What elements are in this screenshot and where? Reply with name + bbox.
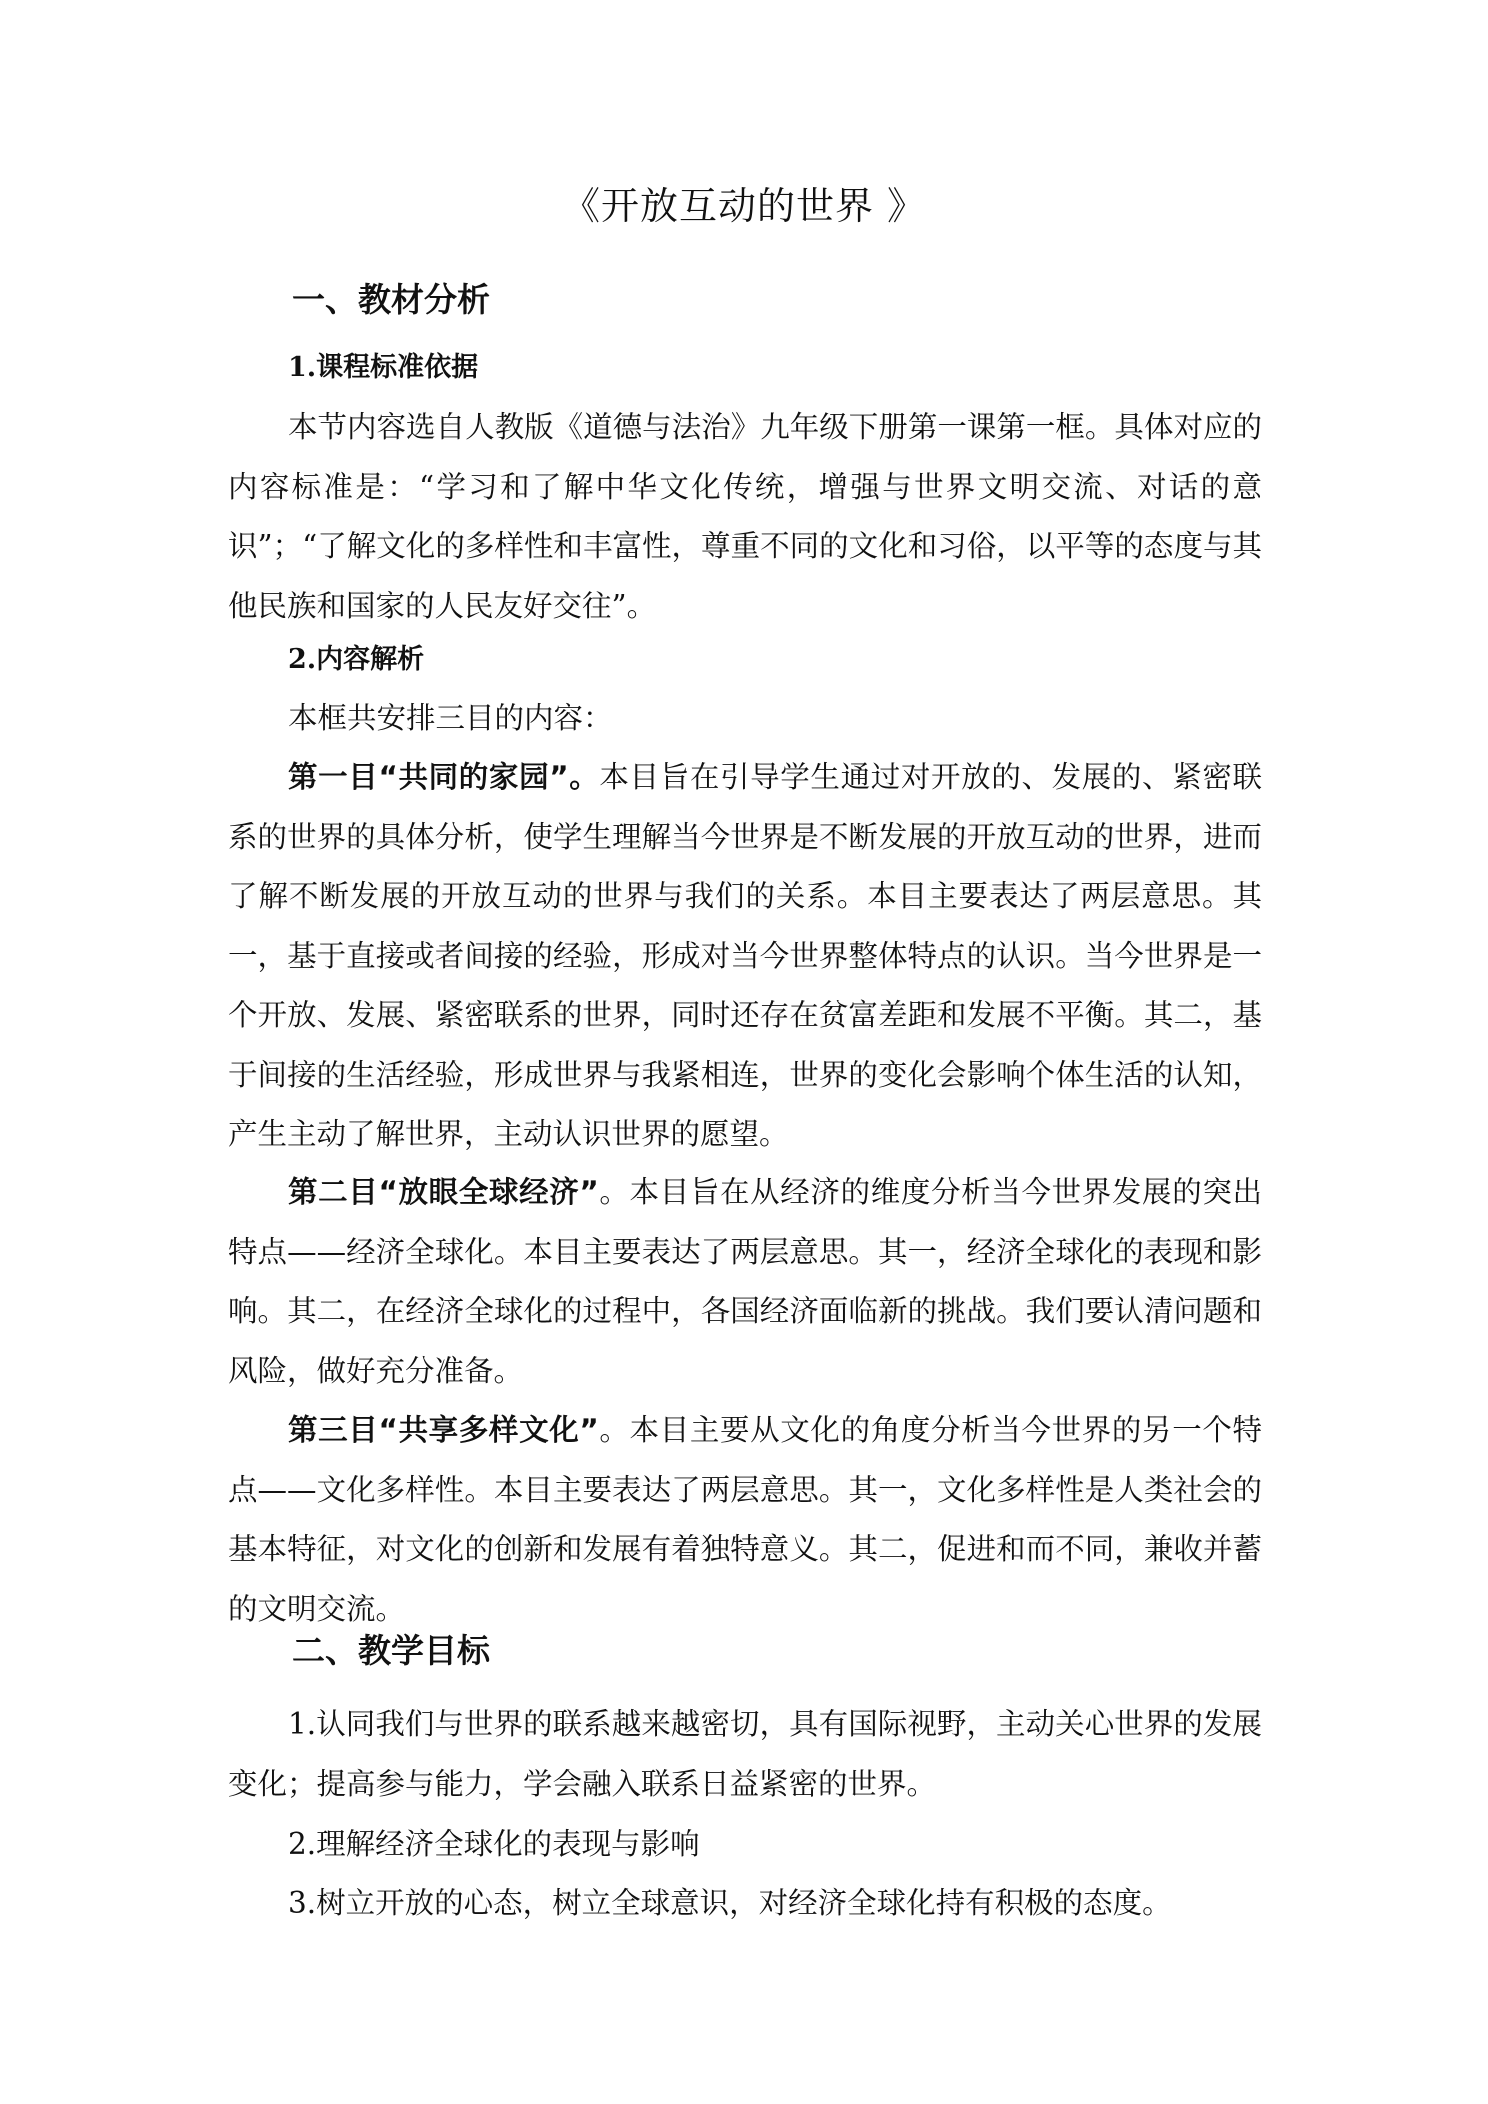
item-text-global-economy: 。本目旨在从经济的维度分析当今世界发展的突出特点——经济全球化。本目主要表达了两层意思。其一，经济全球化的表现和影响。其二，在经济全球化的过程中，各国经济面临新的挑战。我们要认清问题和风险，做好充分准备。	[228, 1175, 1262, 1388]
section-heading-teaching-goals: 二、教学目标	[292, 1631, 490, 1670]
goal-item-2: 2.理解经济全球化的表现与影响	[288, 1827, 700, 1861]
item-lead-diverse-culture: 第三目“共享多样文化”	[288, 1413, 599, 1447]
item-text-common-home: 本目旨在引导学生通过对开放的、发展的、紧密联系的世界的具体分析，使学生理解当今世界是不断发展的开放互动的世界，进而了解不断发展的开放互动的世界与我们的关系。本目主要表达了两层意思。其一，基于直接或者间接的经验，形成对当今世界整体特点的认识。当今世界是一个开放、发展、紧密联系的世界，同时还存在贫富差距和发展不平衡。其二，基于间接的生活经验，形成世界与我紧相连，世界的变化会影响个体生活的认知，产生主动了解世界，主动认识世界的愿望。	[228, 760, 1262, 1151]
item-lead-global-economy: 第二目“放眼全球经济”	[288, 1175, 599, 1209]
subheading-content-analysis: 2.内容解析	[288, 644, 425, 675]
paragraph-item-common-home	[228, 748, 1262, 1165]
paragraph-content-intro: 本框共安排三目的内容：	[288, 701, 613, 735]
section-heading-textbook-analysis: 一、教材分析	[292, 280, 490, 319]
goal-item-1: 1.认同我们与世界的联系越来越密切，具有国际视野，主动关心世界的发展变化；提高参与能力，学会融入联系日益紧密的世界。	[228, 1707, 1262, 1801]
item-text-diverse-culture: 。本目主要从文化的角度分析当今世界的另一个特点——文化多样性。本目主要表达了两层意思。其一，文化多样性是人类社会的基本特征，对文化的创新和发展有着独特意义。其二，促进和而不同，兼收并蓄的文明交流。	[228, 1413, 1262, 1626]
goal-item-3: 3.树立开放的心态，树立全球意识，对经济全球化持有积极的态度。	[288, 1886, 1172, 1920]
subheading-curriculum-standard: 1.课程标准依据	[288, 352, 479, 383]
document-title: 《开放互动的世界 》	[561, 184, 927, 228]
paragraph-curriculum-standard: 本节内容选自人教版《道德与法治》九年级下册第一课第一框。具体对应的内容标准是：“学习和了解中华文化传统，增强与世界文明交流、对话的意识”；“了解文化的多样性和丰富性，尊重不同的文化和习俗，以平等的态度与其他民族和国家的人民友好交往”。	[228, 410, 1262, 623]
item-lead-common-home: 第一目“共同的家园”。	[288, 760, 600, 794]
paragraph-item-diverse-culture	[228, 1401, 1262, 1639]
paragraph-item-global-economy	[228, 1163, 1262, 1401]
